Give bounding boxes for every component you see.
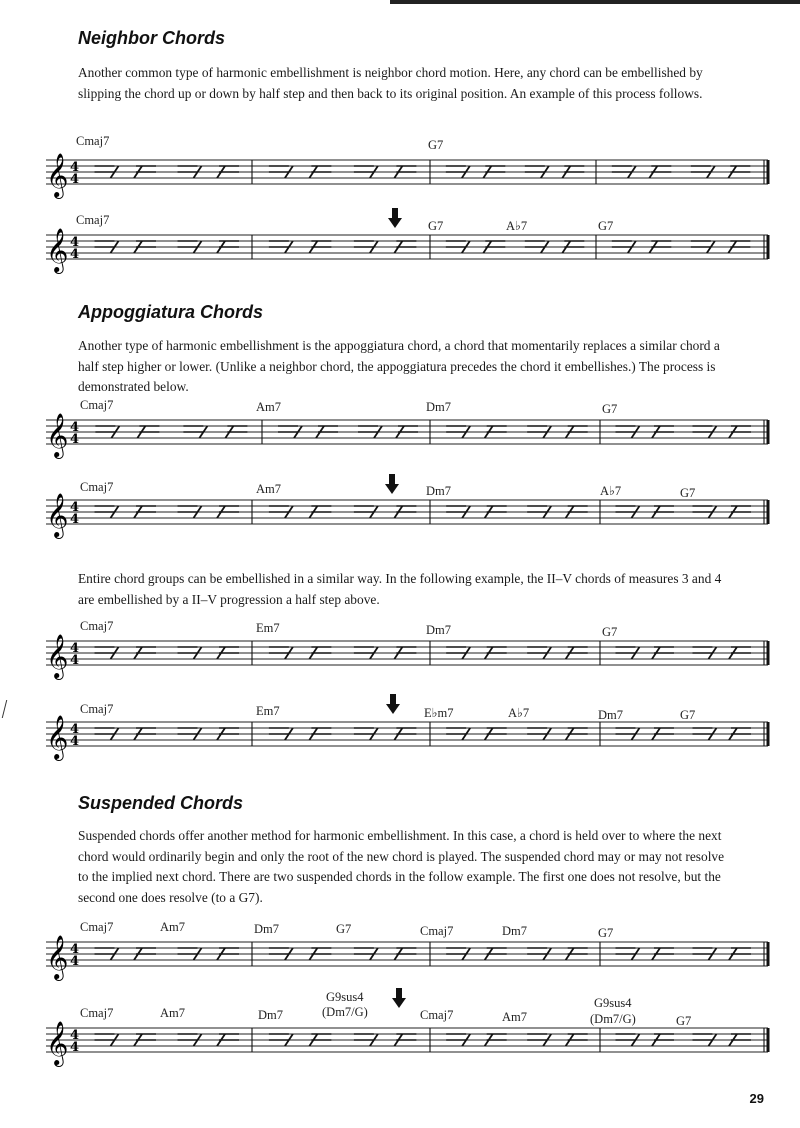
chord-symbol: Cmaj7: [420, 924, 454, 938]
chord-symbol: Cmaj7: [80, 619, 114, 633]
arrow-down-icon: [388, 208, 402, 228]
music-system-8: [30, 990, 770, 1066]
margin-mark: [2, 700, 13, 718]
chord-symbol: G7: [676, 1014, 692, 1028]
staff: [30, 619, 770, 679]
chord-symbol: Am7: [502, 1010, 527, 1024]
chord-symbol: G9sus4: [594, 996, 632, 1010]
paragraph-appoggiatura-chords: Another type of harmonic embellishment is the appoggiatura chord, a chord that momentarily replaces a similar chord a half step higher or lower. (Unlike a neighbor chord, the appoggiatura precedes the chord it embellishes.) The process is demonstrated below.: [78, 338, 720, 394]
chord-symbol: Dm7: [426, 484, 451, 498]
arrow-down-icon: [386, 694, 400, 714]
staff: [30, 398, 770, 458]
chord-symbol: A♭7: [600, 484, 622, 498]
chord-symbol: A♭7: [506, 219, 528, 233]
time-signature: 4: [70, 172, 80, 187]
chord-symbol: Em7: [256, 621, 280, 635]
page-number: 29: [749, 1091, 764, 1106]
paragraph-suspended-chords: Suspended chords offer another method for harmonic embellishment. In this case, a chord is held over to where the next chord would ordinarily begin and only the root of the new chord is played. The suspended chord may or may not resolve to the implied next chord. There are two suspended chords in the follow example. The first one does not resolve, but the second one does resolve (to a G7).: [78, 828, 725, 905]
chord-symbol: Am7: [160, 920, 185, 934]
music-system-3: [30, 398, 770, 458]
paragraph-neighbor-chords: Another common type of harmonic embellishment is neighbor chord motion. Here, any chord can be embellished by slipping the chord up or down by half step and then back to its original position. An example of this process follows.: [78, 65, 703, 101]
heading-suspended-chords: Suspended Chords: [78, 793, 244, 813]
treble-clef-icon: 𝄞: [46, 715, 69, 759]
treble-clef-icon: 𝄞: [46, 228, 69, 272]
staff: [30, 700, 770, 760]
chord-symbol: E♭m7: [424, 706, 454, 720]
chord-symbol: G9sus4: [326, 990, 364, 1004]
staff: [30, 478, 770, 538]
chord-symbol: Dm7: [426, 400, 451, 414]
chord-symbol: A♭7: [508, 706, 530, 720]
top-rule: [390, 0, 800, 4]
time-signature: 4: [70, 247, 80, 262]
staff: [30, 140, 770, 200]
chord-symbol: G7: [602, 402, 618, 416]
treble-clef-icon: 𝄞: [46, 413, 69, 457]
time-signature: 4: [70, 160, 80, 175]
chord-symbol: Am7: [256, 482, 281, 496]
time-signature: 4: [70, 432, 80, 447]
chord-symbol: G7: [680, 708, 696, 722]
time-signature: 4: [70, 722, 80, 737]
staff: [30, 920, 770, 980]
time-signature: 4: [70, 641, 80, 656]
chord-symbol: Am7: [256, 400, 281, 414]
chord-symbol: Cmaj7: [80, 920, 114, 934]
treble-clef-icon: 𝄞: [46, 153, 69, 197]
chord-symbol: Dm7: [598, 708, 623, 722]
time-signature: 4: [70, 1028, 80, 1043]
chord-symbol: G7: [680, 486, 696, 500]
treble-clef-icon: 𝄞: [46, 493, 69, 537]
time-signature: 4: [70, 954, 80, 969]
chord-symbol: G7: [336, 922, 352, 936]
heading-appoggiatura-chords: Appoggiatura Chords: [78, 302, 263, 322]
time-signature: 4: [70, 500, 80, 515]
time-signature: 4: [70, 235, 80, 250]
time-signature: 4: [70, 734, 80, 749]
chord-symbol: Cmaj7: [80, 480, 114, 494]
arrow-down-icon: [392, 988, 406, 1008]
music-system-7: [30, 920, 770, 980]
paragraph-chord-groups: Entire chord groups can be embellished in a similar way. In the following example, the II–V chords of measures 3 and 4 are embellished by a II–V progression a half step above.: [78, 571, 722, 607]
music-system-2: [30, 213, 770, 273]
arrow-down-icon: [385, 474, 399, 494]
chord-symbol: Cmaj7: [420, 1008, 454, 1022]
time-signature: 4: [70, 653, 80, 668]
time-signature: 4: [70, 512, 80, 527]
treble-clef-icon: 𝄞: [46, 1021, 69, 1065]
chord-symbol: Am7: [160, 1006, 185, 1020]
music-system-5: [30, 619, 770, 679]
chord-symbol: Em7: [256, 704, 280, 718]
chord-symbol: Cmaj7: [80, 398, 114, 412]
time-signature: 4: [70, 1040, 80, 1055]
chord-symbol: G7: [598, 926, 614, 940]
staff: [30, 1006, 770, 1066]
time-signature: 4: [70, 942, 80, 957]
music-system-6: [30, 700, 770, 760]
music-system-1: [30, 134, 770, 200]
chord-symbol: Dm7: [426, 623, 451, 637]
chord-symbol: G7: [428, 138, 444, 152]
chord-symbol: Cmaj7: [80, 702, 114, 716]
chord-symbol: G7: [428, 219, 444, 233]
treble-clef-icon: 𝄞: [46, 634, 69, 678]
treble-clef-icon: 𝄞: [46, 935, 69, 979]
music-system-4: [30, 478, 770, 538]
chord-symbol: Cmaj7: [80, 1006, 114, 1020]
chord-symbol: Dm7: [502, 924, 527, 938]
chord-symbol: Dm7: [258, 1008, 283, 1022]
chord-symbol: (Dm7/G): [590, 1012, 636, 1026]
heading-neighbor-chords: Neighbor Chords: [78, 28, 225, 48]
chord-symbol: G7: [598, 219, 614, 233]
chord-symbol: Dm7: [254, 922, 279, 936]
chord-symbol: Cmaj7: [76, 213, 110, 227]
chord-symbol: Cmaj7: [76, 134, 110, 148]
chord-symbol: G7: [602, 625, 618, 639]
time-signature: 4: [70, 420, 80, 435]
chord-symbol: (Dm7/G): [322, 1005, 368, 1019]
